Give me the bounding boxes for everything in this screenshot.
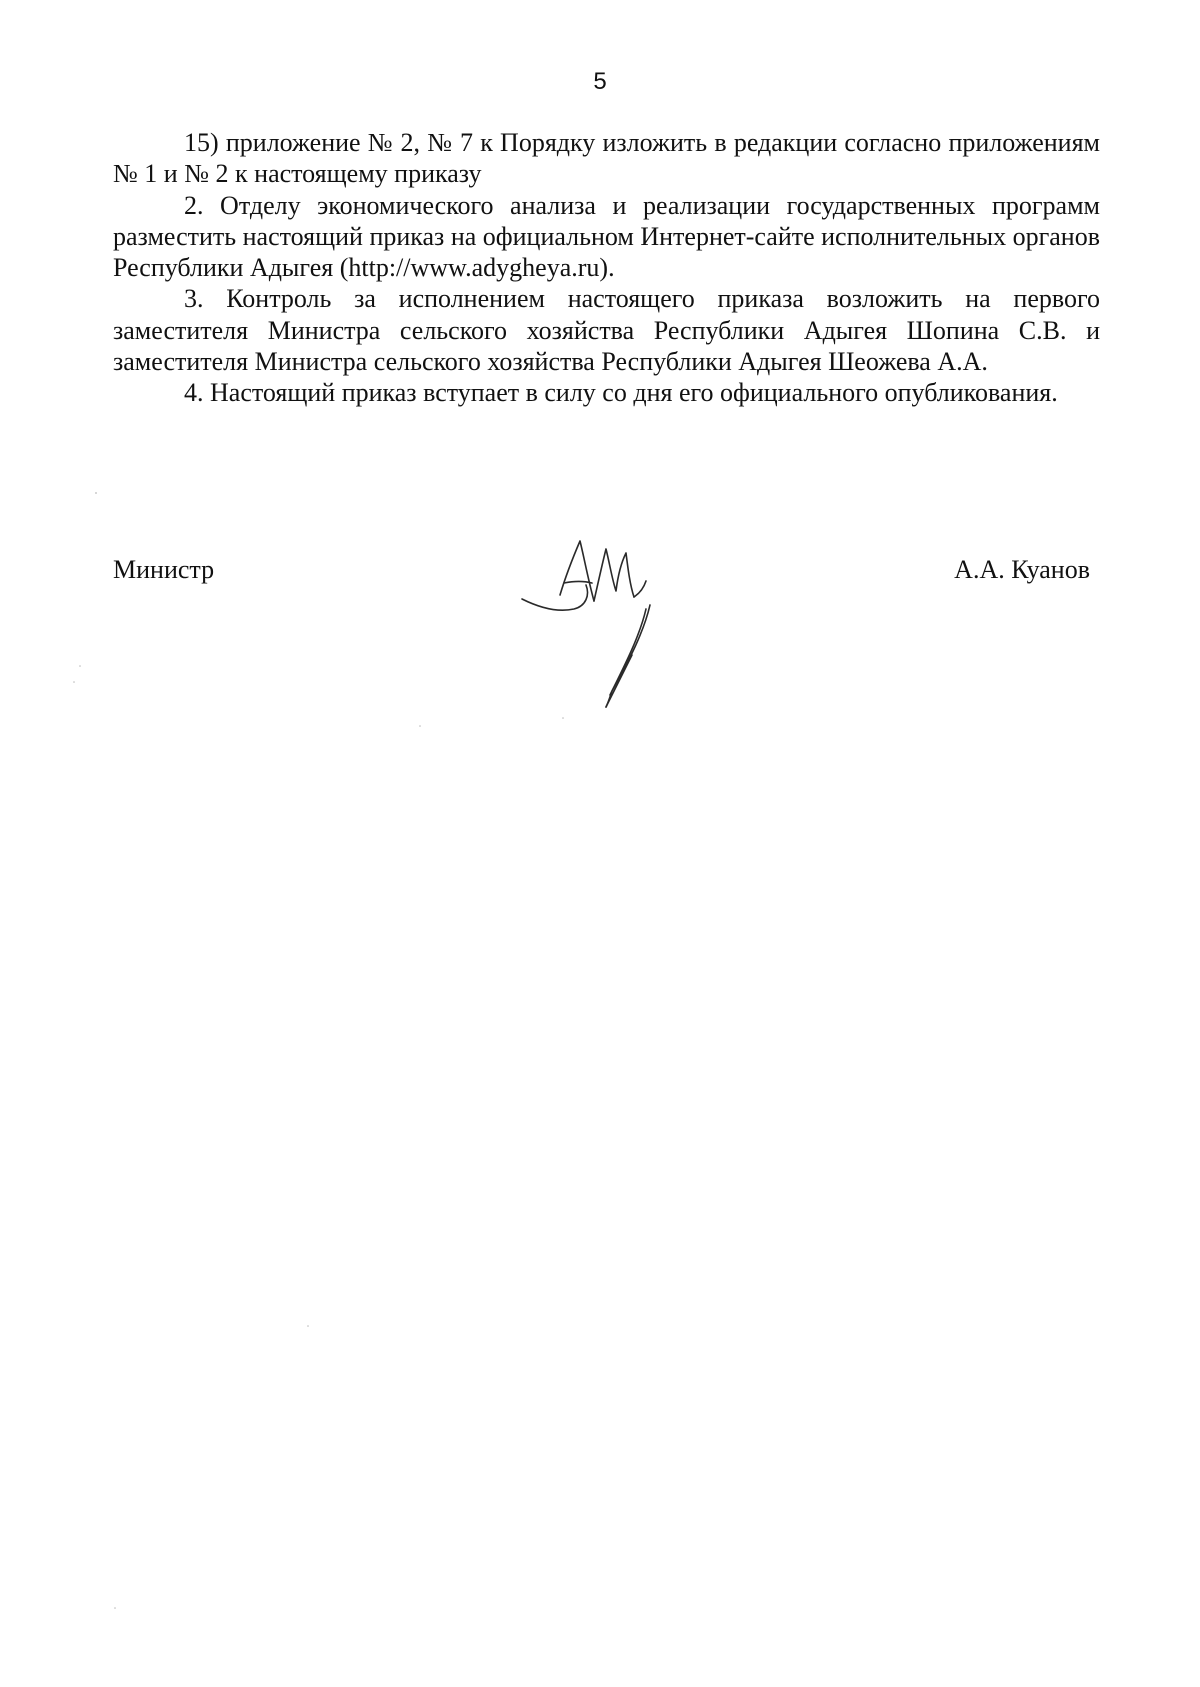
paragraph-1: 15) приложение № 2, № 7 к Порядку изложить в редакции согласно приложениям № 1 и № 2 к настоящему приказу xyxy=(113,128,1100,189)
paragraph-2: 2. Отделу экономического анализа и реализации государственных программ разместить настоящий приказ на официальном Интернет-сайте исполнительных органов Республики Адыгея (http://www.adygheya.ru). xyxy=(113,190,1100,283)
signer-title: Министр xyxy=(113,555,215,584)
page-number: 5 xyxy=(593,68,607,95)
paragraph-4: 4. Настоящий приказ вступает в силу со дня его официального опубликования. xyxy=(184,378,1058,408)
handwritten-signature xyxy=(520,535,710,715)
signer-name: А.А. Куанов xyxy=(954,555,1090,584)
document-body xyxy=(113,127,1100,409)
paragraph-3: 3. Контроль за исполнением настоящего приказа возложить на первого заместителя Министра сельского хозяйства Республики Адыгея Шопина С.В. и заместителя Министра сельского хозяйства Республики Адыгея Шеожева А.А. xyxy=(113,284,1100,377)
